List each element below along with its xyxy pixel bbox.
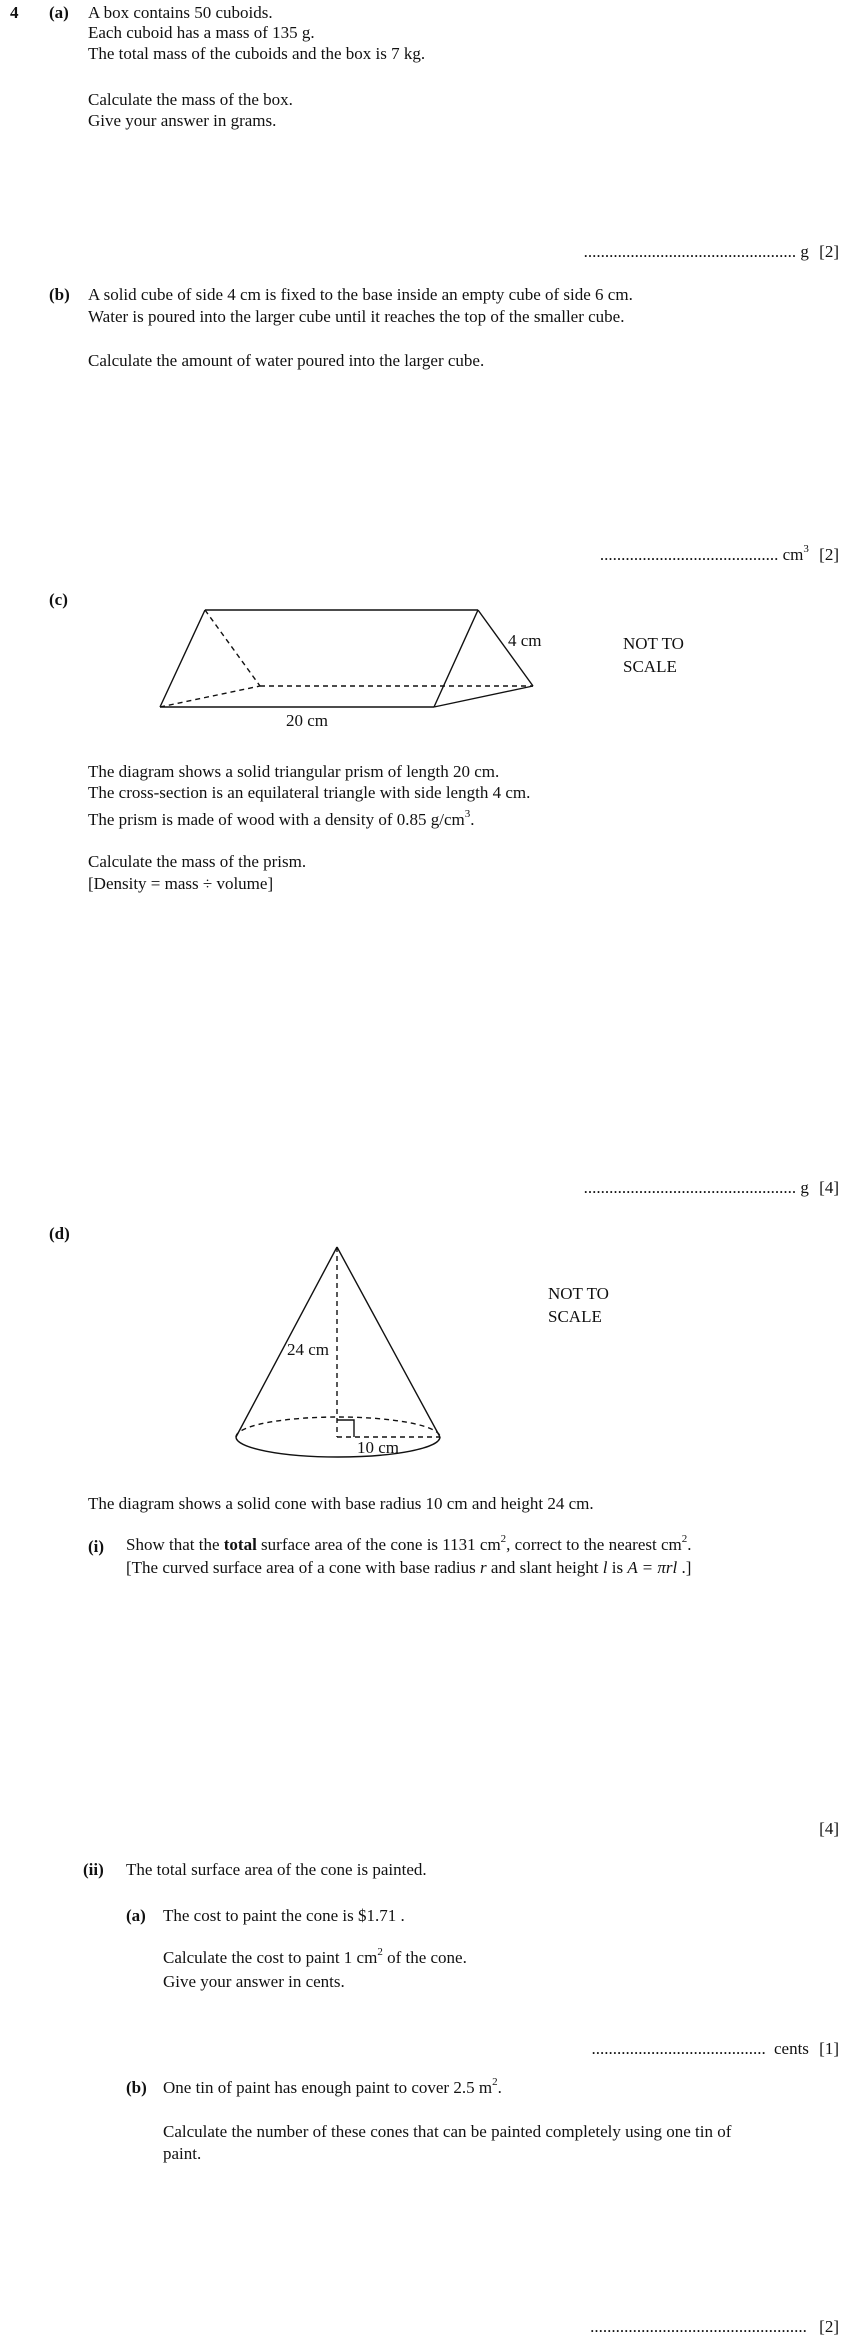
cone-right-edge (337, 1247, 440, 1437)
not-to-scale-note: SCALE (623, 657, 677, 676)
part-a-line: Each cuboid has a mass of 135 g. (88, 23, 315, 42)
answer-dots: .......................................... (599, 545, 779, 564)
density-text: The prism is made of wood with a density of 0.85 g/cm (88, 810, 465, 829)
formula: A = πrl (627, 1558, 678, 1577)
text: of the cone. (382, 1948, 467, 1967)
text: [The curved surface area of a cone with base radius (126, 1558, 480, 1577)
part-d-intro: The diagram shows a solid cone with base radius 10 cm and height 24 cm. (88, 1494, 594, 1513)
marks: [2] (819, 545, 839, 564)
prism-side-label: 4 cm (508, 631, 542, 650)
not-to-scale-note: NOT TO (623, 634, 684, 653)
part-b-line: A solid cube of side 4 cm is fixed to the base inside an empty cube of side 6 cm. (88, 285, 633, 304)
prism-hidden-edge (160, 686, 260, 707)
bold-text: total (223, 1535, 257, 1554)
part-d-ii-a-label: (a) (126, 1906, 146, 1925)
not-to-scale-note: NOT TO (548, 1284, 609, 1303)
cone-radius-label: 10 cm (357, 1438, 400, 1457)
cone-base-front (236, 1437, 440, 1457)
text: and slant height (486, 1558, 603, 1577)
text: , correct to the nearest cm (506, 1535, 682, 1554)
var: r (480, 1558, 487, 1577)
answer-unit: cm (782, 545, 804, 564)
answer-dots: ................................................... (590, 2317, 807, 2336)
part-d-i-text (126, 1533, 692, 1554)
part-a-line: A box contains 50 cuboids. (88, 3, 273, 22)
part-b-answer-line[interactable] (599, 543, 839, 564)
part-c-answer-line[interactable] (584, 1179, 839, 1196)
part-c-line: The cross-section is an equilateral triangle with side length 4 cm. (88, 783, 531, 802)
part-d-ii-a-instruction (163, 1946, 467, 1967)
part-d-ii-b-instruction: paint. (163, 2144, 202, 2163)
text: Show that the (126, 1535, 224, 1554)
text: Calculate the cost to paint 1 cm (163, 1948, 378, 1967)
part-d-ii-label: (ii) (83, 1860, 104, 1879)
part-c-label: (c) (49, 590, 68, 609)
part-c-density (88, 808, 475, 829)
part-d-ii-a-instruction: Give your answer in cents. (163, 1972, 345, 1991)
answer-dots: ......................................... (591, 2039, 766, 2058)
part-d-ii-a-answer-line[interactable] (591, 2040, 839, 2057)
text: One tin of paint has enough paint to cover 2.5 m (163, 2078, 493, 2097)
answer-unit: g (800, 242, 809, 261)
part-d-ii-b-text (163, 2076, 502, 2097)
part-d-ii-text: The total surface area of the cone is painted. (126, 1860, 427, 1879)
part-d-ii-b-instruction: Calculate the number of these cones that can be painted completely using one tin of (163, 2122, 732, 2141)
power: 2 (681, 1533, 688, 1545)
marks: [2] (819, 2317, 839, 2336)
prism-diagram (0, 600, 853, 740)
prism-right-base-edge (434, 686, 533, 707)
marks: [2] (819, 242, 839, 261)
answer-dots: .................................................. (583, 1178, 797, 1197)
text: . (497, 2078, 502, 2097)
answer-unit: g (800, 1178, 809, 1197)
part-c-instruction: Calculate the mass of the prism. (88, 852, 307, 871)
right-angle-mark (337, 1420, 354, 1437)
part-a-label: (a) (49, 3, 69, 22)
part-c-formula: [Density = mass ÷ volume] (88, 874, 274, 893)
part-b-instruction: Calculate the amount of water poured into the larger cube. (88, 351, 485, 370)
part-d-i-marks: [4] (819, 1819, 839, 1838)
part-d-ii-b-answer-line[interactable] (590, 2318, 839, 2335)
answer-dots: .................................................. (583, 242, 797, 261)
part-c-line: The diagram shows a solid triangular prism of length 20 cm. (88, 762, 500, 781)
not-to-scale-note: SCALE (548, 1307, 602, 1326)
answer-unit: cents (773, 2039, 809, 2058)
cone-height-label: 24 cm (287, 1340, 330, 1359)
prism-front-left-edge (160, 610, 205, 707)
part-d-i-label: (i) (88, 1537, 105, 1556)
cone-diagram (0, 1230, 853, 1460)
part-a-instruction: Calculate the mass of the box. (88, 90, 293, 109)
density-end: . (470, 810, 475, 829)
part-d-ii-b-label: (b) (126, 2078, 147, 2097)
power: 2 (500, 1533, 507, 1545)
text: .] (677, 1558, 692, 1577)
power: 2 (377, 1946, 383, 1958)
power: 2 (492, 2076, 498, 2088)
marks: [1] (819, 2039, 839, 2058)
part-a-line: The total mass of the cuboids and the box is 7 kg. (88, 44, 426, 63)
part-a-answer-line[interactable] (584, 243, 839, 260)
text: is (607, 1558, 628, 1577)
prism-hidden-edge (205, 610, 260, 686)
var: l (602, 1558, 608, 1577)
part-b-line: Water is poured into the larger cube until it reaches the top of the smaller cube. (88, 307, 625, 326)
text: surface area of the cone is 1131 cm (256, 1535, 501, 1554)
text: . (687, 1535, 692, 1554)
part-d-i-hint (126, 1559, 691, 1576)
answer-unit-power: 3 (803, 543, 809, 555)
part-a-instruction: Give your answer in grams. (88, 111, 277, 130)
prism-right-left-edge (434, 610, 478, 707)
prism-length-label: 20 cm (286, 711, 329, 730)
part-d-ii-a-text: The cost to paint the cone is $1.71 . (163, 1906, 405, 1925)
marks: [4] (819, 1178, 839, 1197)
part-d-label: (d) (49, 1224, 70, 1243)
part-b-label: (b) (49, 285, 70, 304)
question-number: 4 (10, 3, 19, 22)
density-power: 3 (464, 808, 471, 820)
